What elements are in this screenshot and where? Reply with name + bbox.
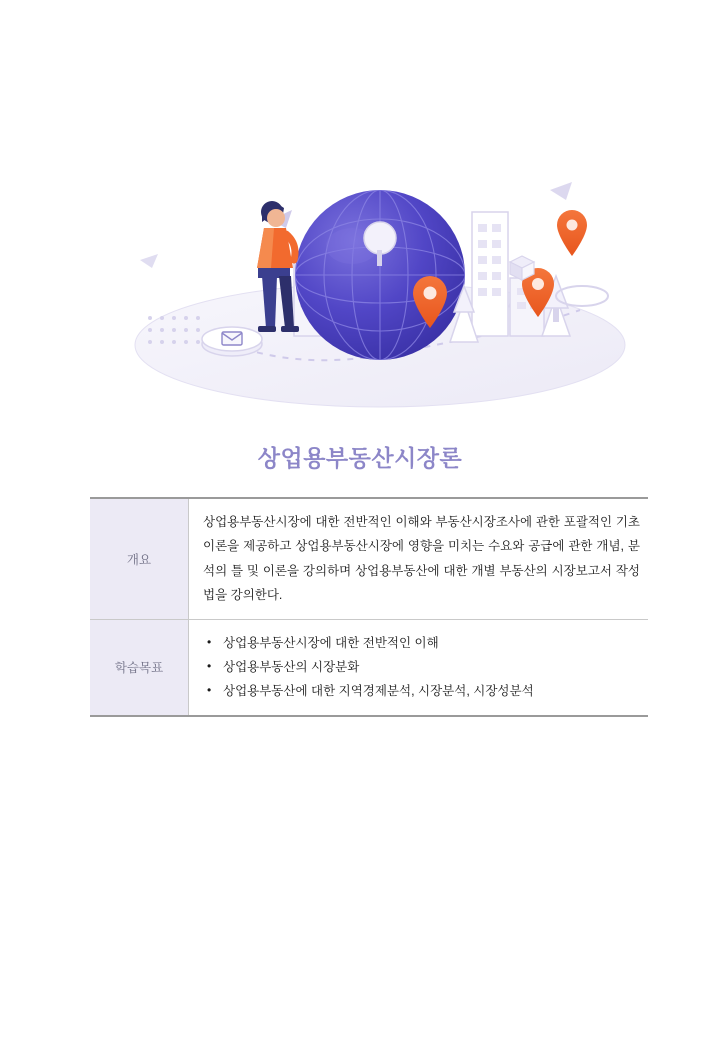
cube-accent <box>510 256 534 280</box>
list-item: • 상업용부동산에 대한 지역경제분석, 시장분석, 시장성분석 <box>203 679 640 703</box>
row-label-objectives: 학습목표 <box>90 619 189 716</box>
list-item: • 상업용부동산시장에 대한 전반적인 이해 <box>203 631 640 655</box>
building-right-tall <box>472 212 508 336</box>
globe-icon <box>295 190 465 360</box>
global-real-estate-market-illustration <box>80 150 640 420</box>
objectives-list <box>203 631 640 704</box>
row-label-overview: 개요 <box>90 498 189 619</box>
page-title: 상업용부동산시장론 <box>257 445 463 471</box>
row-content-overview: 상업용부동산시장에 대한 전반적인 이해와 부동산시장조사에 관한 포괄적인 기초 이론을 제공하고 상업용부동산시장에 영향을 미치는 수요와 공급에 관한 개념, 분석의 틀 및 이론을 강의하며 상업용부동산에 대한 개별 부동산의 시장보고서 작성법을 강의한다. <box>189 498 649 619</box>
location-pin-right <box>557 210 587 256</box>
list-item: • 상업용부동산의 시장분화 <box>203 655 640 679</box>
hero-illustration-container <box>0 150 720 420</box>
table-row <box>90 498 648 619</box>
course-info-table <box>90 497 648 717</box>
envelope-disc <box>202 327 262 356</box>
table-row <box>90 619 648 716</box>
row-content-objectives <box>189 619 649 716</box>
